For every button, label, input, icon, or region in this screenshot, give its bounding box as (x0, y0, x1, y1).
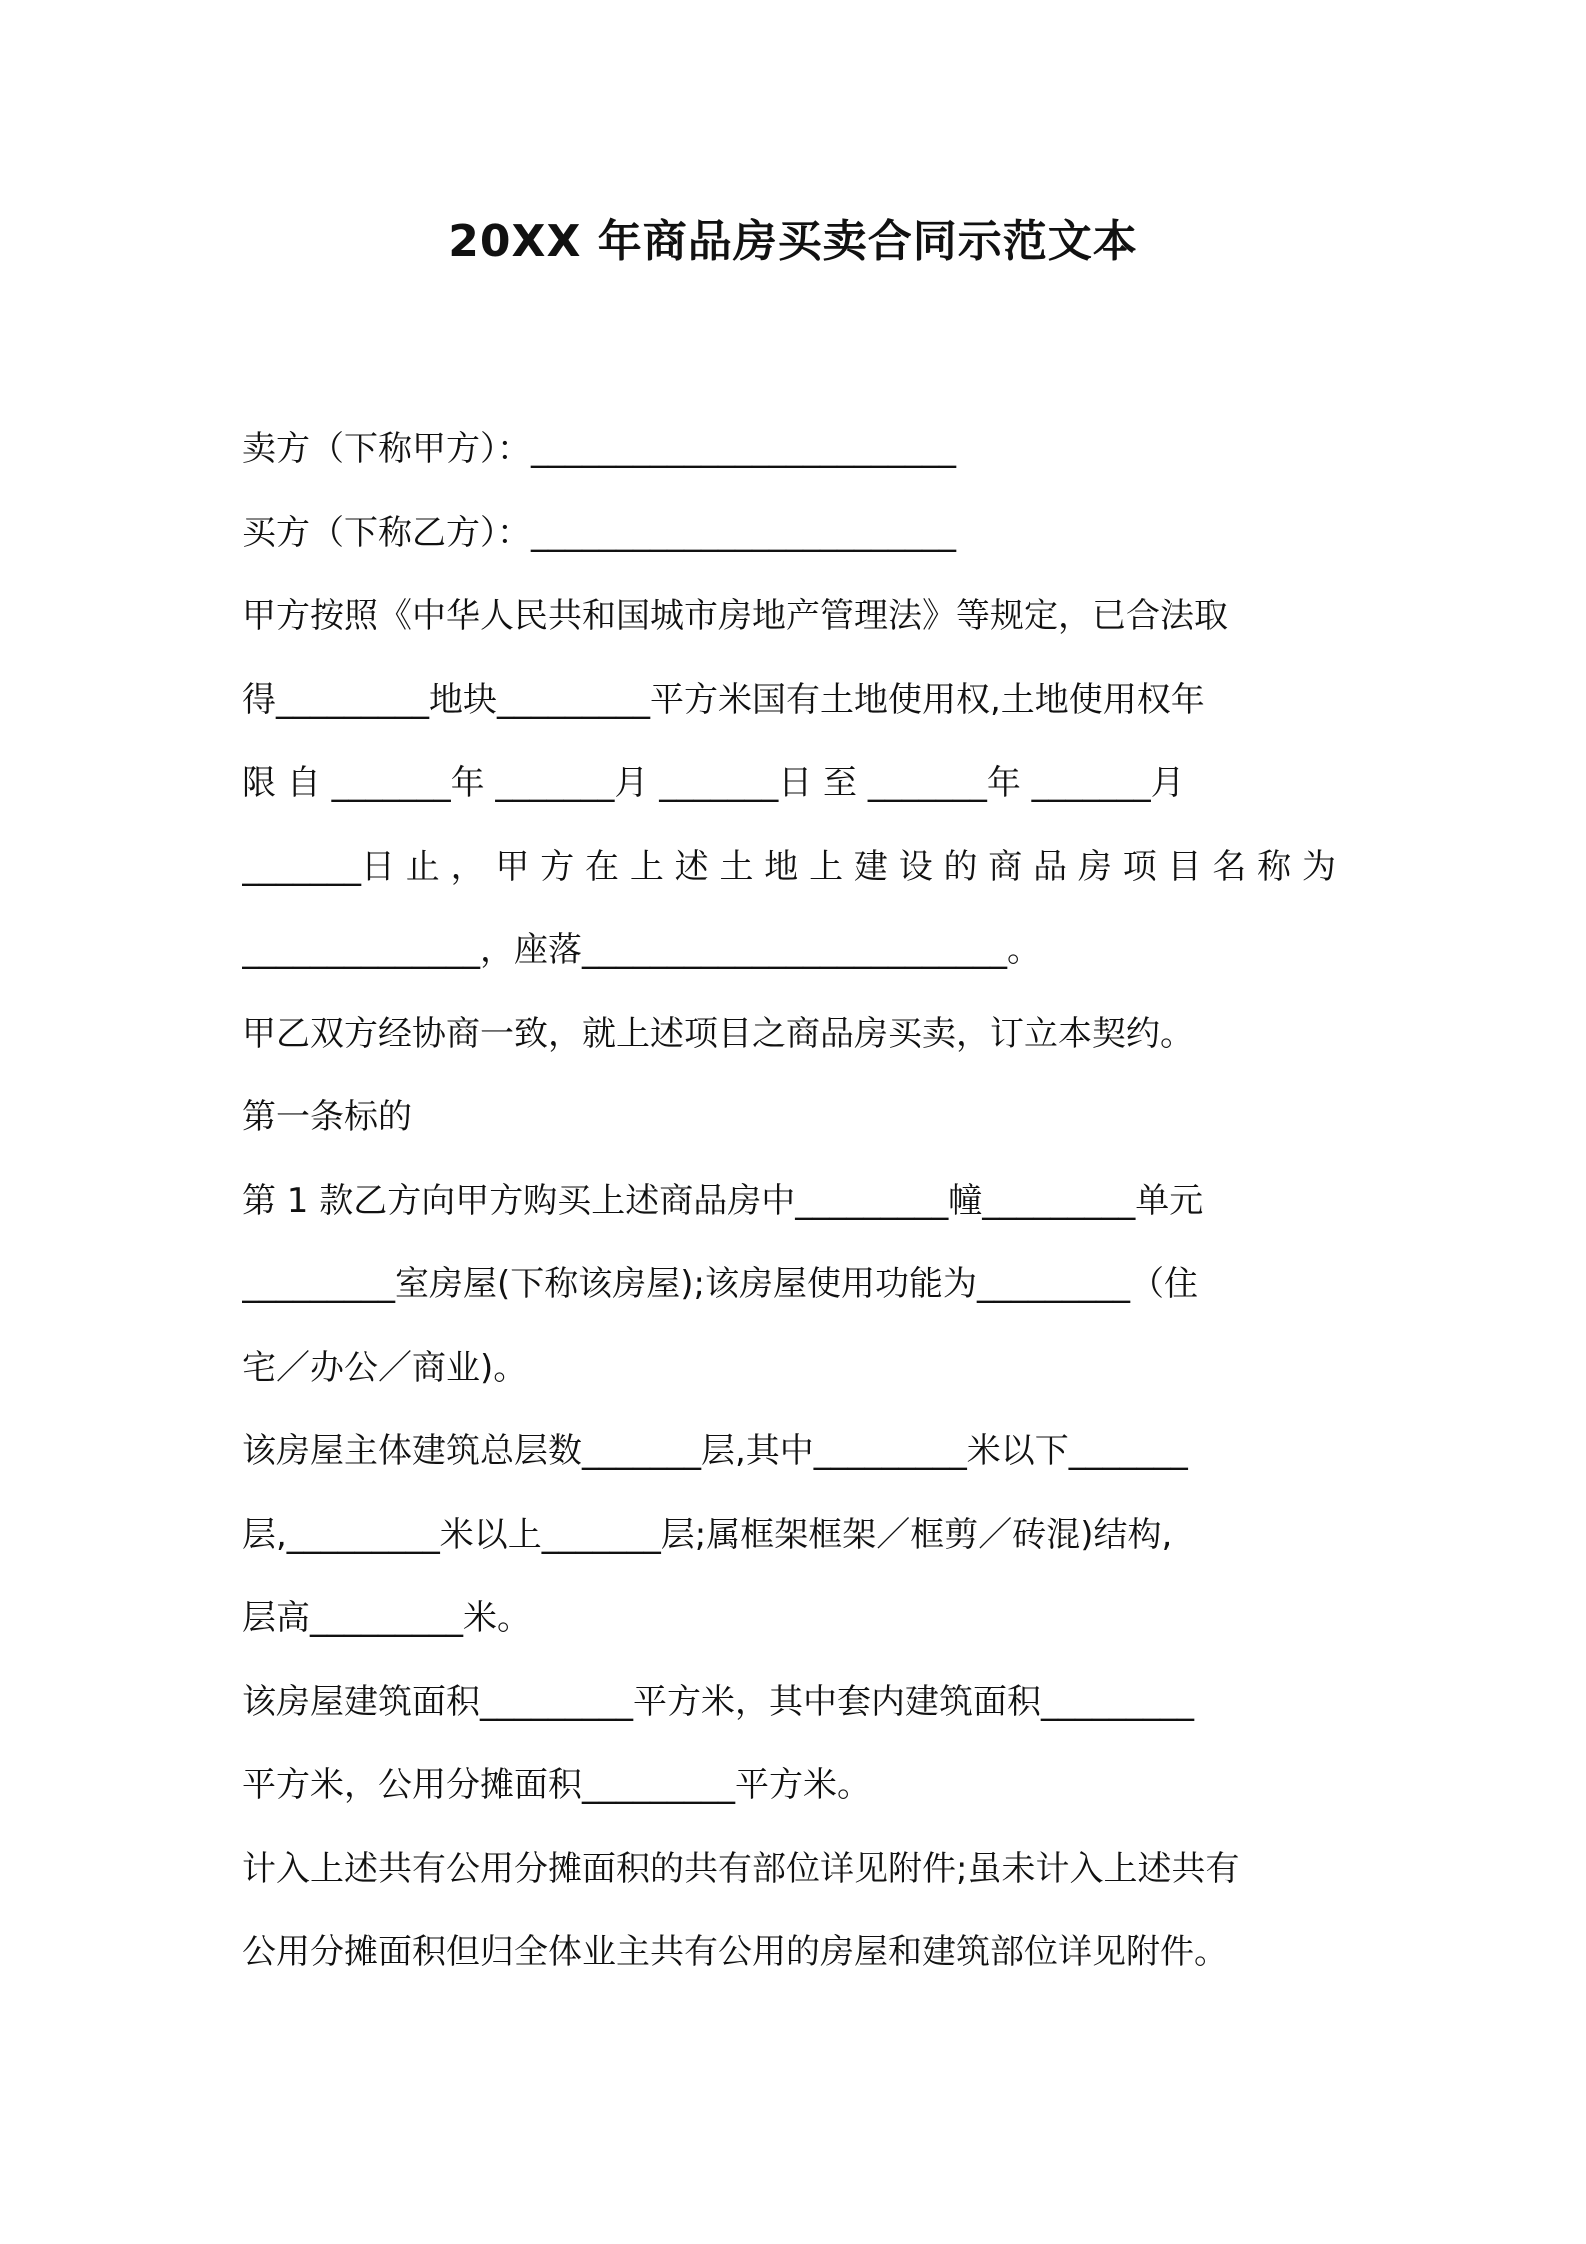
paragraph-line: 该房屋建筑面积_________平方米，其中套内建筑面积_________ (242, 1681, 1194, 1722)
paragraph-line: 限 自 _______年 _______月 _______日 至 _______年 _______月 (242, 763, 1185, 803)
paragraph-line: 得_________地块_________平方米国有土地使用权,土地使用权年 (242, 679, 1205, 720)
paragraph-line: 平方米，公用分摊面积_________平方米。 (242, 1765, 871, 1805)
contract-body (242, 408, 1350, 1995)
paragraph-line: 甲方按照《中华人民共和国城市房地产管理法》等规定，已合法取 (242, 596, 1228, 636)
paragraph-line: 层高_________米。 (242, 1598, 531, 1638)
paragraph-line: 第 1 款乙方向甲方购买上述商品房中_________幢_________单元 (242, 1180, 1204, 1221)
seller-line: 卖方（下称甲方）：_________________________ (242, 429, 956, 469)
document-title: 20XX 年商品房买卖合同示范文本 (448, 216, 1138, 267)
paragraph-line: 层,_________米以上_______层;属框架框架／框剪／砖混)结构, (242, 1514, 1173, 1555)
paragraph-line: _______日 止 ， 甲 方 在 上 述 土 地 上 建 设 的 商 品 房 项 目 名 称 为 (242, 846, 1336, 887)
buyer-line: 买方（下称乙方）：_________________________ (242, 512, 956, 553)
paragraph-line: ______________，座落_________________________。 (242, 930, 1041, 970)
paragraph-line: 计入上述共有公用分摊面积的共有部位详见附件;虽未计入上述共有 (242, 1848, 1240, 1889)
paragraph-line: 该房屋主体建筑总层数_______层,其中_________米以下_______ (242, 1431, 1188, 1471)
paragraph-line: 宅／办公／商业)。 (242, 1347, 528, 1388)
section-heading: 第一条标的 (242, 1097, 412, 1137)
paragraph-line: _________室房屋(下称该房屋);该房屋使用功能为_________（住 (242, 1264, 1198, 1304)
paragraph-line: 甲乙双方经协商一致，就上述项目之商品房买卖，订立本契约。 (242, 1013, 1194, 1054)
paragraph-line: 公用分摊面积但归全体业主共有公用的房屋和建筑部位详见附件。 (242, 1932, 1228, 1972)
